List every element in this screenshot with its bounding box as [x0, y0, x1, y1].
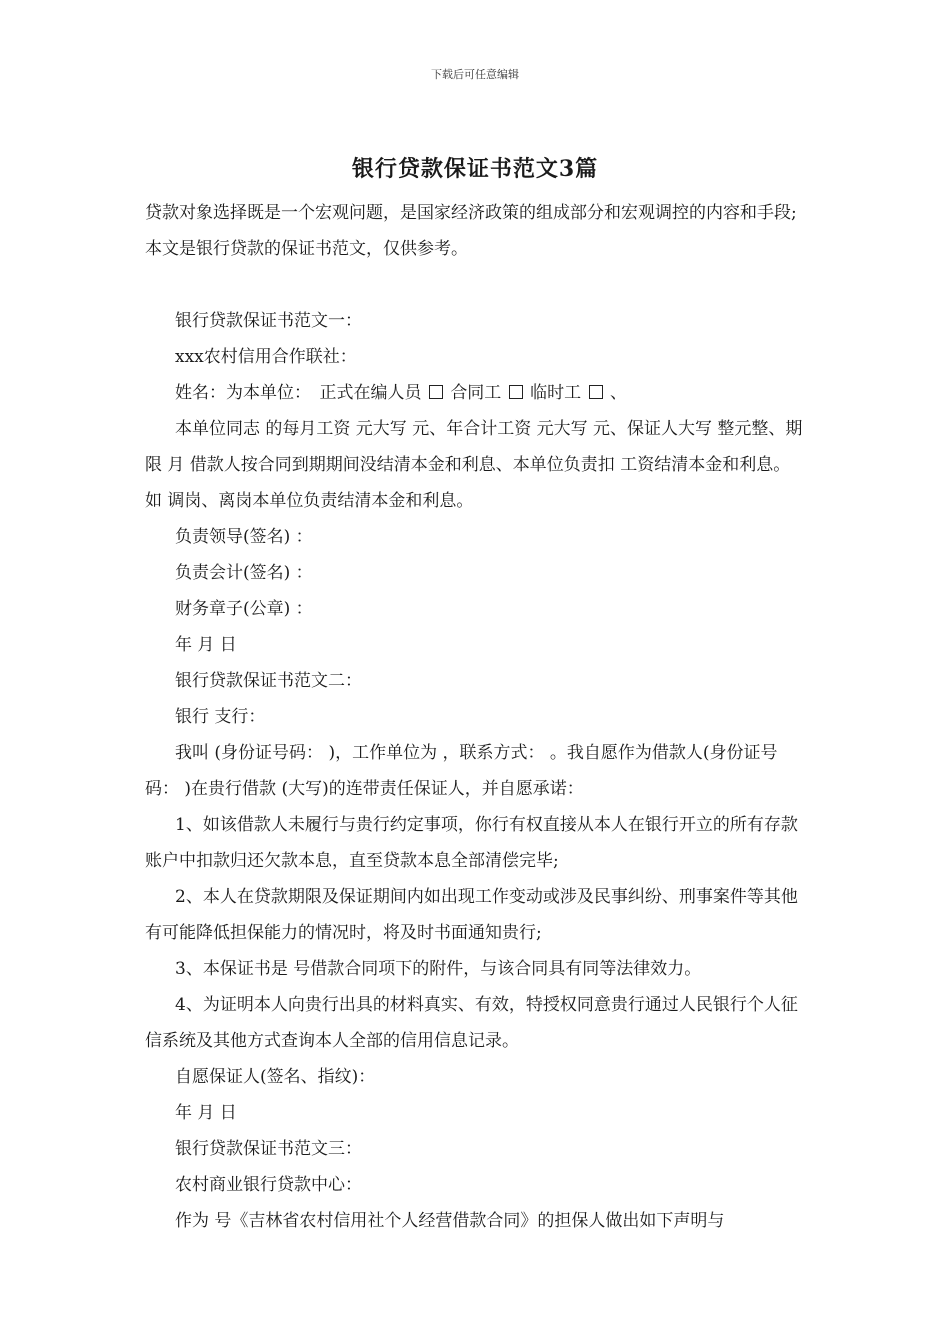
- employment-prefix: 姓名：为本单位： 正式在编人员: [175, 383, 422, 403]
- section2-item-3: 3、本保证书是 号借款合同项下的附件，与该合同具有同等法律效力。: [175, 959, 702, 979]
- header-note: 下载后可任意编辑: [431, 68, 519, 81]
- employment-suffix: 、: [609, 383, 627, 403]
- section2-item-4: 4、为证明本人向贵行出具的材料真实、有效，特授权同意贵行通过人民银行个人征信系统及其他方式查询本人全部的信用信息记录。: [145, 995, 798, 1051]
- section2-heading: 银行贷款保证书范文二：: [175, 671, 362, 691]
- section1-employment-line: [145, 375, 807, 411]
- section3-addressee: 农村商业银行贷款中心：: [175, 1175, 362, 1195]
- checkbox-temporary-worker[interactable]: [589, 385, 603, 399]
- section1-date: 年 月 日: [175, 635, 237, 655]
- section1-heading: 银行贷款保证书范文一：: [175, 311, 362, 331]
- section2-item-2: 2、本人在贷款期限及保证期间内如出现工作变动或涉及民事纠纷、刑事案件等其他有可能降低担保能力的情况时，将及时书面通知贵行;: [145, 887, 798, 943]
- intro-paragraph: 贷款对象选择既是一个宏观问题，是国家经济政策的组成部分和宏观调控的内容和手段;本文是银行贷款的保证书范文，仅供参考。: [145, 203, 797, 259]
- section1-body: 本单位同志 的每月工资 元大写 元、年合计工资 元大写 元、保证人大写 整元整、期限 月 借款人按合同到期期间没结清本金和利息、本单位负责扣 工资结清本金和利息。如 调岗、离岗本单位负责结清本金和利息。: [145, 419, 803, 511]
- section1-addressee: xxx农村信用合作联社：: [175, 347, 357, 367]
- section1-sign-accountant: 负责会计(签名) ：: [175, 563, 313, 583]
- section1-sign-seal: 财务章子(公章) ：: [175, 599, 313, 619]
- document-title: 银行贷款保证书范文3篇: [351, 156, 599, 182]
- employment-option-temporary: 临时工: [530, 383, 582, 403]
- employment-option-contract: 合同工: [450, 383, 502, 403]
- section2-item-1: 1、如该借款人未履行与贵行约定事项，你行有权直接从本人在银行开立的所有存款账户中扣款归还欠款本息，直至贷款本息全部清偿完毕;: [145, 815, 798, 871]
- section1-sign-leader: 负责领导(签名) ：: [175, 527, 313, 547]
- section3-body: 作为 号《吉林省农村信用社个人经营借款合同》的担保人做出如下声明与: [175, 1211, 725, 1231]
- paragraph-gap: [145, 267, 807, 303]
- section2-addressee: 银行 支行：: [175, 707, 266, 727]
- section2-date: 年 月 日: [175, 1103, 237, 1123]
- section2-body: 我叫 (身份证号码： )，工作单位为 ，联系方式： 。我自愿作为借款人(身份证号码： )在贵行借款 (大写)的连带责任保证人，并自愿承诺：: [145, 743, 778, 799]
- checkbox-contract-worker[interactable]: [509, 385, 523, 399]
- section2-sign: 自愿保证人(签名、指纹)：: [175, 1067, 376, 1087]
- document-body: [145, 195, 807, 1239]
- checkbox-formal-staff[interactable]: [429, 385, 443, 399]
- section3-heading: 银行贷款保证书范文三：: [175, 1139, 362, 1159]
